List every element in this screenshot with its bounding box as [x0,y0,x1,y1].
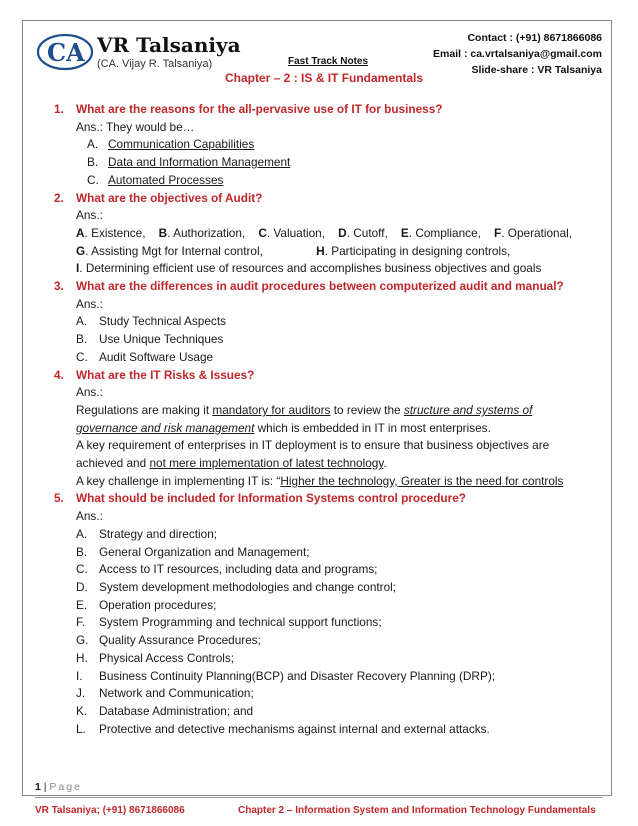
answer-label: Ans.: [76,296,103,311]
brand-subtitle: (CA. Vijay R. Talsaniya) [97,58,213,70]
list-item: B. General Organization and Management; [76,544,310,559]
page-number: 1 | Page [35,781,82,793]
contact-slideshare: Slide-share : VR Talsaniya [471,64,602,76]
paragraph-regulations: Regulations are making it mandatory for auditors to review the structure and systems of governance and risk management which is embedded in IT in most enterprises. [76,402,533,435]
list-item: C. Access to IT resources, including data and programs; [76,562,378,577]
list-item: A. Study Technical Aspects [76,314,227,329]
audit-objectives-line-3: I. Determining efficient use of resources and accomplishes business objectives and goals [76,261,542,276]
list-item: F. System Programming and technical support functions; [76,615,382,630]
question-number: 4. [54,367,64,382]
notes-label: Fast Track Notes [288,56,369,67]
question-4 [54,367,594,385]
list-item: B. Data and Information Management [87,155,291,170]
list-item: J. Network and Communication; [76,686,254,701]
question-1 [54,101,594,119]
question-number: 5. [54,491,64,506]
footer-divider [35,797,603,798]
audit-objectives-line-2: G. Assisting Mgt for Internal control, H. Participating in designing controls, [76,243,511,258]
list-item: A. Communication Capabilities [87,137,255,152]
question-number: 1. [54,102,64,116]
list-item: C. Automated Processes [87,172,224,187]
paragraph-challenge: A key challenge in implementing IT is: “Higher the technology, Greater is the need for controls [76,473,564,488]
list-item: A. Strategy and direction; [76,526,218,541]
list-item: C. Audit Software Usage [76,349,214,364]
list-item: E. Operation procedures; [76,597,217,612]
question-text: What are the reasons for the all-pervasive use of IT for business? [76,102,443,116]
list-item: K. Database Administration; and [76,703,254,718]
question-3 [54,278,594,296]
ca-logo-icon [36,32,96,72]
question-text: What are the IT Risks & Issues? [76,367,255,382]
list-item: I. Business Continuity Planning(BCP) and Disaster Recovery Planning (DRP); [76,668,496,683]
contact-phone: Contact : (+91) 8671866086 [467,32,602,44]
brand-name: VR Talsaniya [97,33,241,57]
contact-email: Email : ca.vrtalsaniya@gmail.com [433,48,602,60]
question-number: 2. [54,190,64,205]
question-5 [54,490,594,508]
paragraph-requirement: A key requirement of enterprises in IT deployment is to ensure that business objectives are achieved and not mere implementation of latest technology. [76,438,550,471]
list-item: G. Quality Assurance Procedures; [76,633,261,648]
audit-objectives-line-1: A. Existence, B. Authorization, C. Valuation, D. Cutoff, E. Compliance, F. Operational, [76,225,573,240]
answer-label: Ans.: [76,509,103,524]
question-number: 3. [54,279,64,294]
svg-text:CA: CA [47,38,85,67]
footer-chapter: Chapter 2 – Information System and Information Technology Fundamentals [238,805,596,816]
notes-content [54,101,594,738]
footer-contact: VR Talsaniya; (+91) 8671866086 [35,805,185,816]
question-2 [54,190,594,208]
contact-block [433,30,602,78]
answer-label: Ans.: [76,208,103,223]
chapter-title: Chapter – 2 : IS & IT Fundamentals [225,71,424,85]
question-text: What are the differences in audit procedures between computerized audit and manual? [76,279,564,294]
list-item: H. Physical Access Controls; [76,650,235,665]
question-text: What should be included for Information Systems control procedure? [76,491,466,506]
list-item: L. Protective and detective mechanisms against internal and external attacks. [76,721,490,736]
list-item: B. Use Unique Techniques [76,332,224,347]
answer-label: Ans.: They would be… [76,119,195,134]
answer-label: Ans.: [76,385,103,400]
question-text: What are the objectives of Audit? [76,190,263,205]
list-item: D. System development methodologies and change control; [76,579,397,594]
